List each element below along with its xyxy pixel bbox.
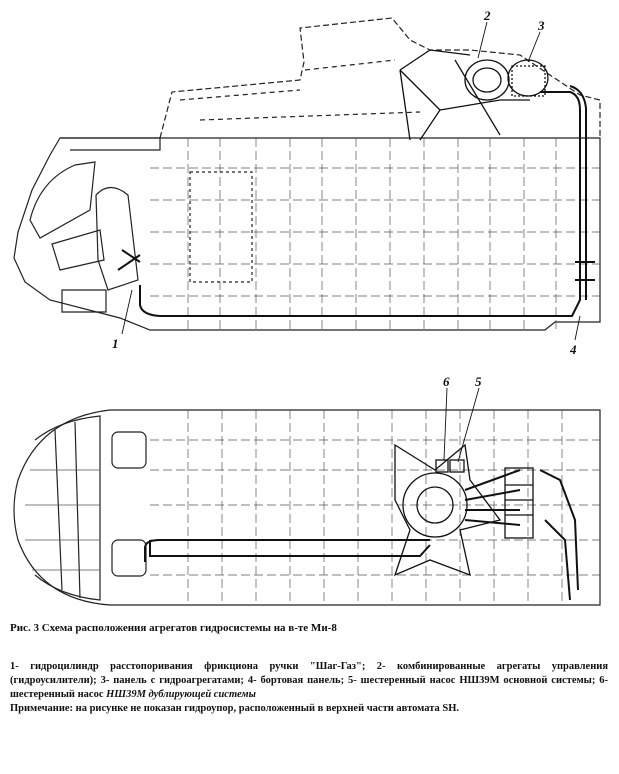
callout-4: 4 <box>570 342 577 357</box>
side-view <box>14 18 600 330</box>
top-view <box>14 410 600 605</box>
callout-3: 3 <box>538 18 545 33</box>
top-seat-right <box>112 540 146 576</box>
top-callouts <box>444 388 479 462</box>
side-callouts <box>122 22 580 340</box>
legend-line-1: 1- гидроцилиндр расстопоривания фрикциона ручки "Шаг-Газ"; 2- комбинированные агрегаты управления (гидроусилители); 3- панель с гидроагрегатами; 4- бортовая панель; 5- шестеренный насос НШ39М основной системы; 6- шестеренный насос <box>10 661 608 700</box>
top-cockpit-glazing <box>35 416 100 600</box>
side-view-frames <box>150 138 600 330</box>
side-engine-cowling <box>160 18 600 138</box>
figure-legend <box>10 660 608 716</box>
side-cowling-inner <box>180 60 420 120</box>
top-seat-left <box>112 432 146 468</box>
callout-5: 5 <box>475 374 482 389</box>
callout-2: 2 <box>484 8 491 23</box>
side-door <box>190 172 252 282</box>
side-unit-2-boosters <box>465 60 509 100</box>
legend-line-1-italic: НШ39М дублирующей системы <box>106 689 256 700</box>
top-fuselage-outline <box>14 410 600 605</box>
side-pilot-seat <box>96 188 138 291</box>
callout-1: 1 <box>112 336 119 351</box>
side-cockpit-window <box>30 162 95 238</box>
side-cockpit-top <box>60 138 160 150</box>
legend-note: Примечание: на рисунке не показан гидроупор, расположенный в верхней части автомата SH. <box>10 703 459 714</box>
legend-items <box>10 660 608 702</box>
side-upper-units <box>400 50 548 140</box>
side-fuselage-outline <box>14 138 600 330</box>
figure-caption: Рис. 3 Схема расположения агрегатов гидросистемы на в-те Ми-8 <box>10 622 337 634</box>
side-cockpit-window-2 <box>52 230 104 270</box>
top-hydraulic-lines <box>145 470 578 600</box>
side-swashplate-frame <box>400 50 500 140</box>
callout-6: 6 <box>443 374 450 389</box>
top-hydraulic-panel <box>505 468 533 538</box>
